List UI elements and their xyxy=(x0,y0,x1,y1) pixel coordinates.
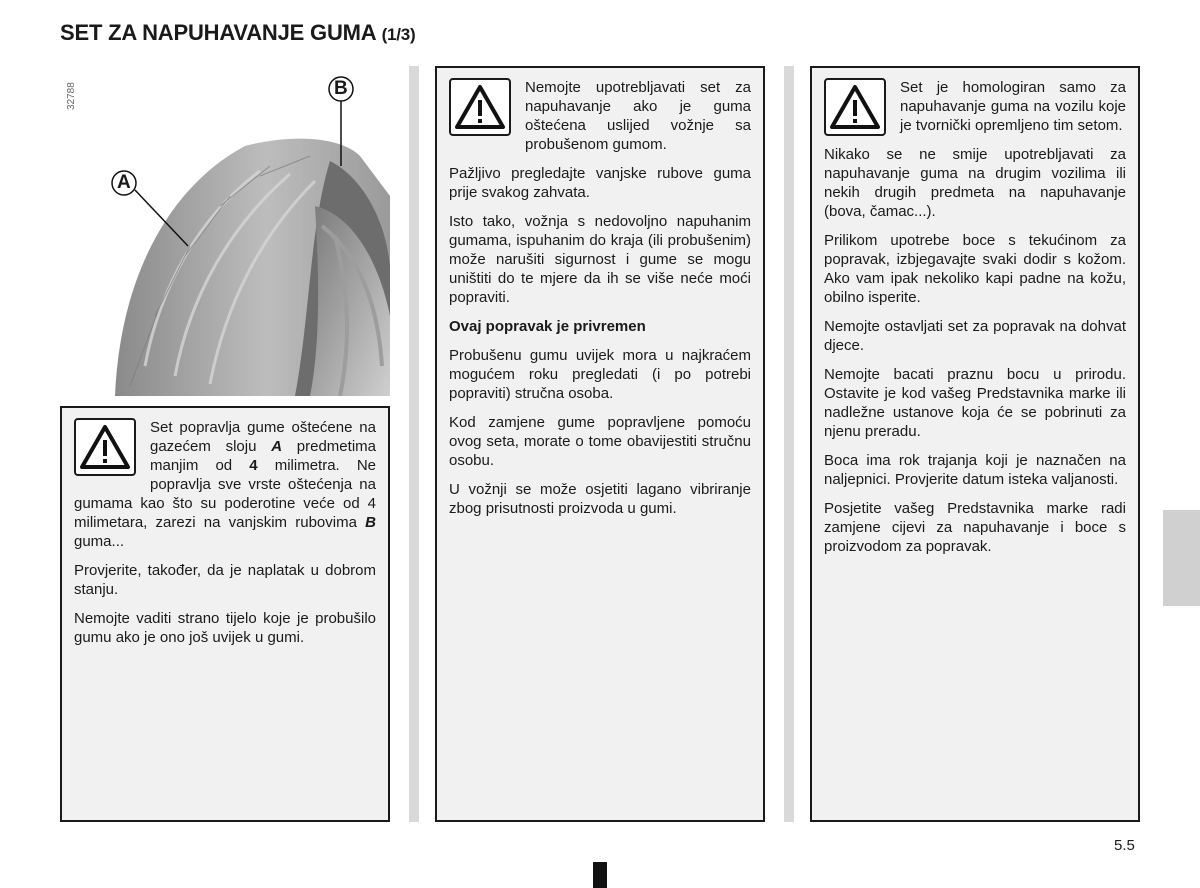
ref-b: B xyxy=(365,514,376,531)
size-value: 4 xyxy=(249,457,258,474)
section-thumb-tab xyxy=(1163,510,1200,606)
tire-illustration xyxy=(60,66,390,396)
warning-text-part: guma... xyxy=(74,533,125,550)
page-title xyxy=(60,20,416,46)
warning-text: Nemojte upotrebljavati set za napuhavanje ako je guma oštećena uslijed vožnje sa probušenom gumom. xyxy=(525,79,751,153)
callout-a-label: A xyxy=(117,172,131,193)
warning-triangle-icon xyxy=(824,78,886,136)
paragraph: Nemojte vaditi strano tijelo koje je probušilo gumu ako je ono još uvijek u gumi. xyxy=(74,610,376,646)
warning-triangle-icon xyxy=(74,418,136,476)
tire-image xyxy=(60,66,390,396)
paragraph: Nemojte ostavljati set za popravak na dohvat djece. xyxy=(824,318,1126,354)
warning-text-part: Set popravlja gume oštećene na gazećem sloju xyxy=(150,419,376,455)
warning-text: Set je homologiran samo za napuhavanje guma na vozilu koje je tvornički opremljeno tim setom. xyxy=(900,79,1126,134)
column-divider-2 xyxy=(784,66,794,822)
column-divider-1 xyxy=(409,66,419,822)
paragraph: Nemojte bacati praznu bocu u prirodu. Ostavite je kod vašeg Predstavnika marke ili nadležne ustanove koja će se pobrinuti za njenu preradu. xyxy=(824,366,1126,440)
paragraph: U vožnji se može osjetiti lagano vibriranje zbog prisutnosti proizvoda u gumi. xyxy=(449,481,751,517)
figure-code: 32788 xyxy=(66,82,77,110)
callout-b-label: B xyxy=(334,78,348,99)
paragraph: Posjetite vašeg Predstavnika marke radi zamjene cijevi za napuhavanje i boce s proizvodom za popravak. xyxy=(824,500,1126,555)
warning-triangle-icon xyxy=(449,78,511,136)
paragraph: Isto tako, vožnja s nedovoljno napuhanim gumama, ispuhanim do kraja (ili probušenim) može narušiti sigurnost i gume se mogu uništiti do te mjere da ih se više neće moći popraviti. xyxy=(449,213,751,306)
page-number: 5.5 xyxy=(1114,837,1135,854)
warning-box-homologation xyxy=(810,66,1140,822)
paragraph: Pažljivo pregledajte vanjske rubove guma prije svakog zahvata. xyxy=(449,165,751,201)
page-marker xyxy=(593,862,607,888)
ref-a: A xyxy=(271,438,283,455)
paragraph: Kod zamjene gume popravljene pomoću ovog seta, morate o tome obavijestiti stručnu osobu. xyxy=(449,414,751,469)
paragraph: Probušenu gumu uvijek mora u najkraćem mogućem roku pregledati (i po potrebi popraviti) stručna osoba. xyxy=(449,347,751,402)
title-part: (1/3) xyxy=(381,25,416,44)
paragraph: Provjerite, također, da je naplatak u dobrom stanju. xyxy=(74,562,376,598)
warning-text-part: milimetra. Ne popravlja sve vrste oštećenja na gumama kao što su poderotine veće od 4 milimetara, zarezi na vanjskim rubovima xyxy=(74,457,376,531)
section-heading: Ovaj popravak je privremen xyxy=(449,318,646,335)
warning-text-part: predmetima manjim od xyxy=(150,438,376,474)
paragraph: Boca ima rok trajanja koji je naznačen na naljepnici. Provjerite datum isteka valjanosti. xyxy=(824,452,1126,488)
warning-box-usage xyxy=(435,66,765,822)
title-text: SET ZA NAPUHAVANJE GUMA xyxy=(60,20,376,45)
paragraph: Nikako se ne smije upotrebljavati za napuhavanje guma na drugim vozilima ili nekih drugih predmeta na napuhavanje (bova, čamac...). xyxy=(824,146,1126,220)
warning-box-rim xyxy=(60,406,390,822)
paragraph: Prilikom upotrebe boce s tekućinom za popravak, izbjegavajte svaki dodir s kožom. Ako vam ipak nekoliko kapi padne na kožu, obilno isperite. xyxy=(824,232,1126,306)
